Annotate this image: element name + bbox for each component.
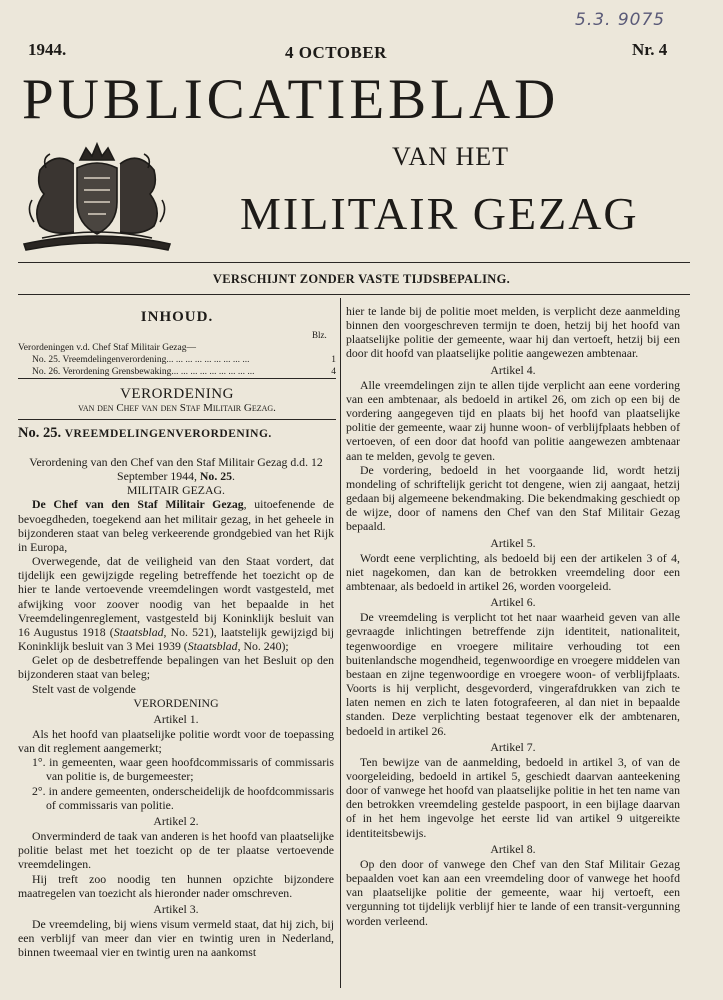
verordening-rule <box>18 419 336 420</box>
verordening-subtitle: van den Chef van den Staf Militair Gezag. <box>78 402 276 414</box>
toc-intro: Verordeningen v.d. Chef Staf Militair Gezag— <box>18 343 196 353</box>
column-divider <box>340 298 341 988</box>
article-7-text: Ten bewijze van de aanmelding, bedoeld in artikel 3, of van de voorgeleiding, bedoeld in artikel 5, geschiedt daarvan aanteekening door of vanwege het hoofd van plaatselijke politie in het ten name van den betrokken vreemdeling gestelde paspoort, in een bijlage daarvan of in het hem ingevolge het eerste lid van artikel 9 uitgereikte identiteitsbewijs. <box>346 754 680 840</box>
article-3-heading: Artikel 3. <box>153 901 199 916</box>
verordening-title: VERORDENING <box>120 386 234 402</box>
toc-item-page: 1 <box>331 355 336 365</box>
toc-item-label: No. 26. Verordening Grensbewaking <box>32 367 172 377</box>
article-2-paragraph-2: Hij treft zoo noodig ten hunnen opzichte bijzondere maatregelen van toezicht als hieronder nader omschreven. <box>18 871 334 900</box>
article-3-continuation: hier te lande bij de politie moet melden, is verplicht deze aanmelding binnen den voorgeschreven termijn te doen, hetzij bij het hoofd van plaatselijke politie der gemeente, waar hij dan vertoeft, hetzij bij een door dit hoofd van plaatselijke politie aangewezen ambtenaar. <box>346 304 680 361</box>
article-8-heading: Artikel 8. <box>490 841 536 856</box>
issue-number: Nr. 4 <box>632 40 668 59</box>
title-militair-gezag: MILITAIR GEZAG <box>240 188 639 239</box>
regulation-name: VREEMDELINGENVERORDENING. <box>64 428 272 440</box>
article-2-heading: Artikel 2. <box>153 813 199 828</box>
toc-item-label: No. 25. Vreemdelingenverordening <box>32 355 167 365</box>
legal-basis-paragraph: Gelet op de desbetreffende bepalingen van het Besluit op den bijzonderen staat van beleg; <box>18 653 334 682</box>
issue-date: 4 OCTOBER <box>285 43 387 62</box>
considerations-paragraph: Overwegende, dat de veiligheid van den Staat vordert, dat tijdelijk een gewijzigde regeling betreffende het toezicht op de hier te lande vertoevende vreemdelingen wordt vastgesteld, met afwijking voor zoover noodig van het bepaalde in het Vreemdelingenreglement, vastgesteld bij Koninklijk besluit van 16 Augustus 1918 (Staatsblad, No. 521), laatstelijk gewijzigd bij Koninklijk besluit van 3 Mei 1939 (Staatsblad, No. 240); <box>18 554 334 654</box>
publication-subtitle: VERSCHIJNT ZONDER VASTE TIJDSBEPALING. <box>212 272 511 286</box>
masthead-rule <box>18 262 690 263</box>
article-3-text: De vreemdeling, bij wiens visum vermeld staat, dat hij zich, bij een verblijf van meer dan vier en twintig uren in Nederland, binnen tweemaal vier en twintig uren na aankomst <box>18 917 334 960</box>
regulation-number: No. 25. <box>18 425 62 441</box>
toc-rule <box>18 378 336 379</box>
royal-coat-of-arms-icon <box>22 140 172 257</box>
article-1-item-1: 1°. in gemeenten, waar geen hoofdcommissaris of commissaris van politie is, de burgemeester; <box>32 755 334 784</box>
regulation-heading <box>18 425 272 442</box>
article-5-heading: Artikel 5. <box>490 535 536 550</box>
article-4-paragraph-2: De vordering, bedoeld in het voorgaande lid, wordt hetzij mondeling of schriftelijk gericht tot dengene, wien zij aangaat, hetzij gedaan bij algemeene bekendmaking. Die bekendmaking geschiedt op de wijze, door of namens den Chef van den Staf Militair Gezag bepaald. <box>346 462 680 534</box>
article-2-paragraph-1: Onverminderd de taak van anderen is het hoofd van plaatselijke politie belast met het toezicht op de ter plaatse vertoevende vreemdelingen. <box>18 829 334 872</box>
publication-title: PUBLICATIEBLAD <box>22 68 560 131</box>
issue-year: 1944. <box>28 40 67 59</box>
authority-heading: MILITAIR GEZAG. <box>127 483 225 498</box>
toc-item-leader: ... ... ... ... ... ... ... ... ... <box>166 355 250 365</box>
verordening-heading: VERORDENING <box>133 695 219 710</box>
article-5-text: Wordt eene verplichting, als bedoeld bij een der artikelen 3 of 4, niet nagekomen, dan kan de betrokken vreemdeling door een ambtenaar, als bedoeld in artikel 26, worden voorgeleid. <box>346 550 680 593</box>
left-column <box>18 455 334 959</box>
article-6-heading: Artikel 6. <box>490 595 536 610</box>
article-4-paragraph-1: Alle vreemdelingen zijn te allen tijde verplicht aan eene vordering van een ambtenaar, als bedoeld in artikel 26, om zich op een bij de vordering aangegeven tijd en plaats bij het hoofd van plaatselijke politie der gemeente, waar zij hunne woon- of verblijfplaats hebben of vertoeven, of een door dat hoofd van politie aangewezen ambtenaar aan te melden, gevolg te geven. <box>346 377 680 463</box>
preamble-paragraph: De Chef van den Staf Militair Gezag, uitoefenende de bevoegdheden, toegekend aan het militair gezag, in het geheele in bijzonderen staat van beleg verkeerende grondgebied van het Rijk in Europa, <box>18 497 334 554</box>
article-1-item-2: 2°. in andere gemeenten, onderscheidelijk de hoofdcommissaris of commissaris van politie. <box>32 783 334 812</box>
archive-handwritten-note: 5.3. 9075 <box>575 10 666 30</box>
article-1-text: Als het hoofd van plaatselijke politie wordt voor de toepassing van dit reglement aangemerkt; <box>18 726 334 756</box>
regulation-intro: Verordening van den Chef van den Staf Militair Gezag d.d. 12 September 1944, No. 25. <box>29 455 323 484</box>
table-of-contents <box>18 342 336 378</box>
article-7-heading: Artikel 7. <box>490 739 536 754</box>
enactment-line: Stelt vast de volgende <box>32 681 136 696</box>
article-8-text: Op den door of vanwege den Chef van den Staf Militair Gezag bepaalden voet kan aan een vreemdeling door of vanwege het hoofd van plaatselijke politie der gemeente, waar hij vertoeft, een vergunning tot tijdelijk verblijf hier te lande of een transit-vergunning worden verleend. <box>346 856 680 928</box>
toc-page-label: Blz. <box>312 330 327 340</box>
article-6-text: De vreemdeling is verplicht tot het naar waarheid geven van alle gevraagde inlichtingen betreffende zijn identiteit, nationaliteit, tegenwoordige en vroegere militaire verhouding tot een buitenlandsche mogendheid, tegenwoordige en vroegere middelen van bestaan en zijne tegenwoordige en vroegere woon- of verblijfplaats. Voorts is hij verplicht, desgevorderd, vingerafdrukken van zich te laten nemen en zich te laten fotografeeren, al dan niet in bepaalde standen. Deze verplichting bestaat tegenover elk der ambtenaren, bedoeld in artikel 26. <box>346 610 680 738</box>
right-column <box>346 304 680 928</box>
toc-item[interactable] <box>18 354 336 366</box>
subtitle-rule <box>18 294 690 295</box>
toc-item[interactable] <box>18 366 336 378</box>
toc-item-page: 4 <box>331 367 336 377</box>
article-4-heading: Artikel 4. <box>490 362 536 377</box>
article-1-heading: Artikel 1. <box>153 711 199 726</box>
toc-title: INHOUD. <box>140 309 214 325</box>
title-van-het: VAN HET <box>392 142 510 171</box>
toc-item-leader: ... ... ... ... ... ... ... ... ... <box>171 367 255 377</box>
